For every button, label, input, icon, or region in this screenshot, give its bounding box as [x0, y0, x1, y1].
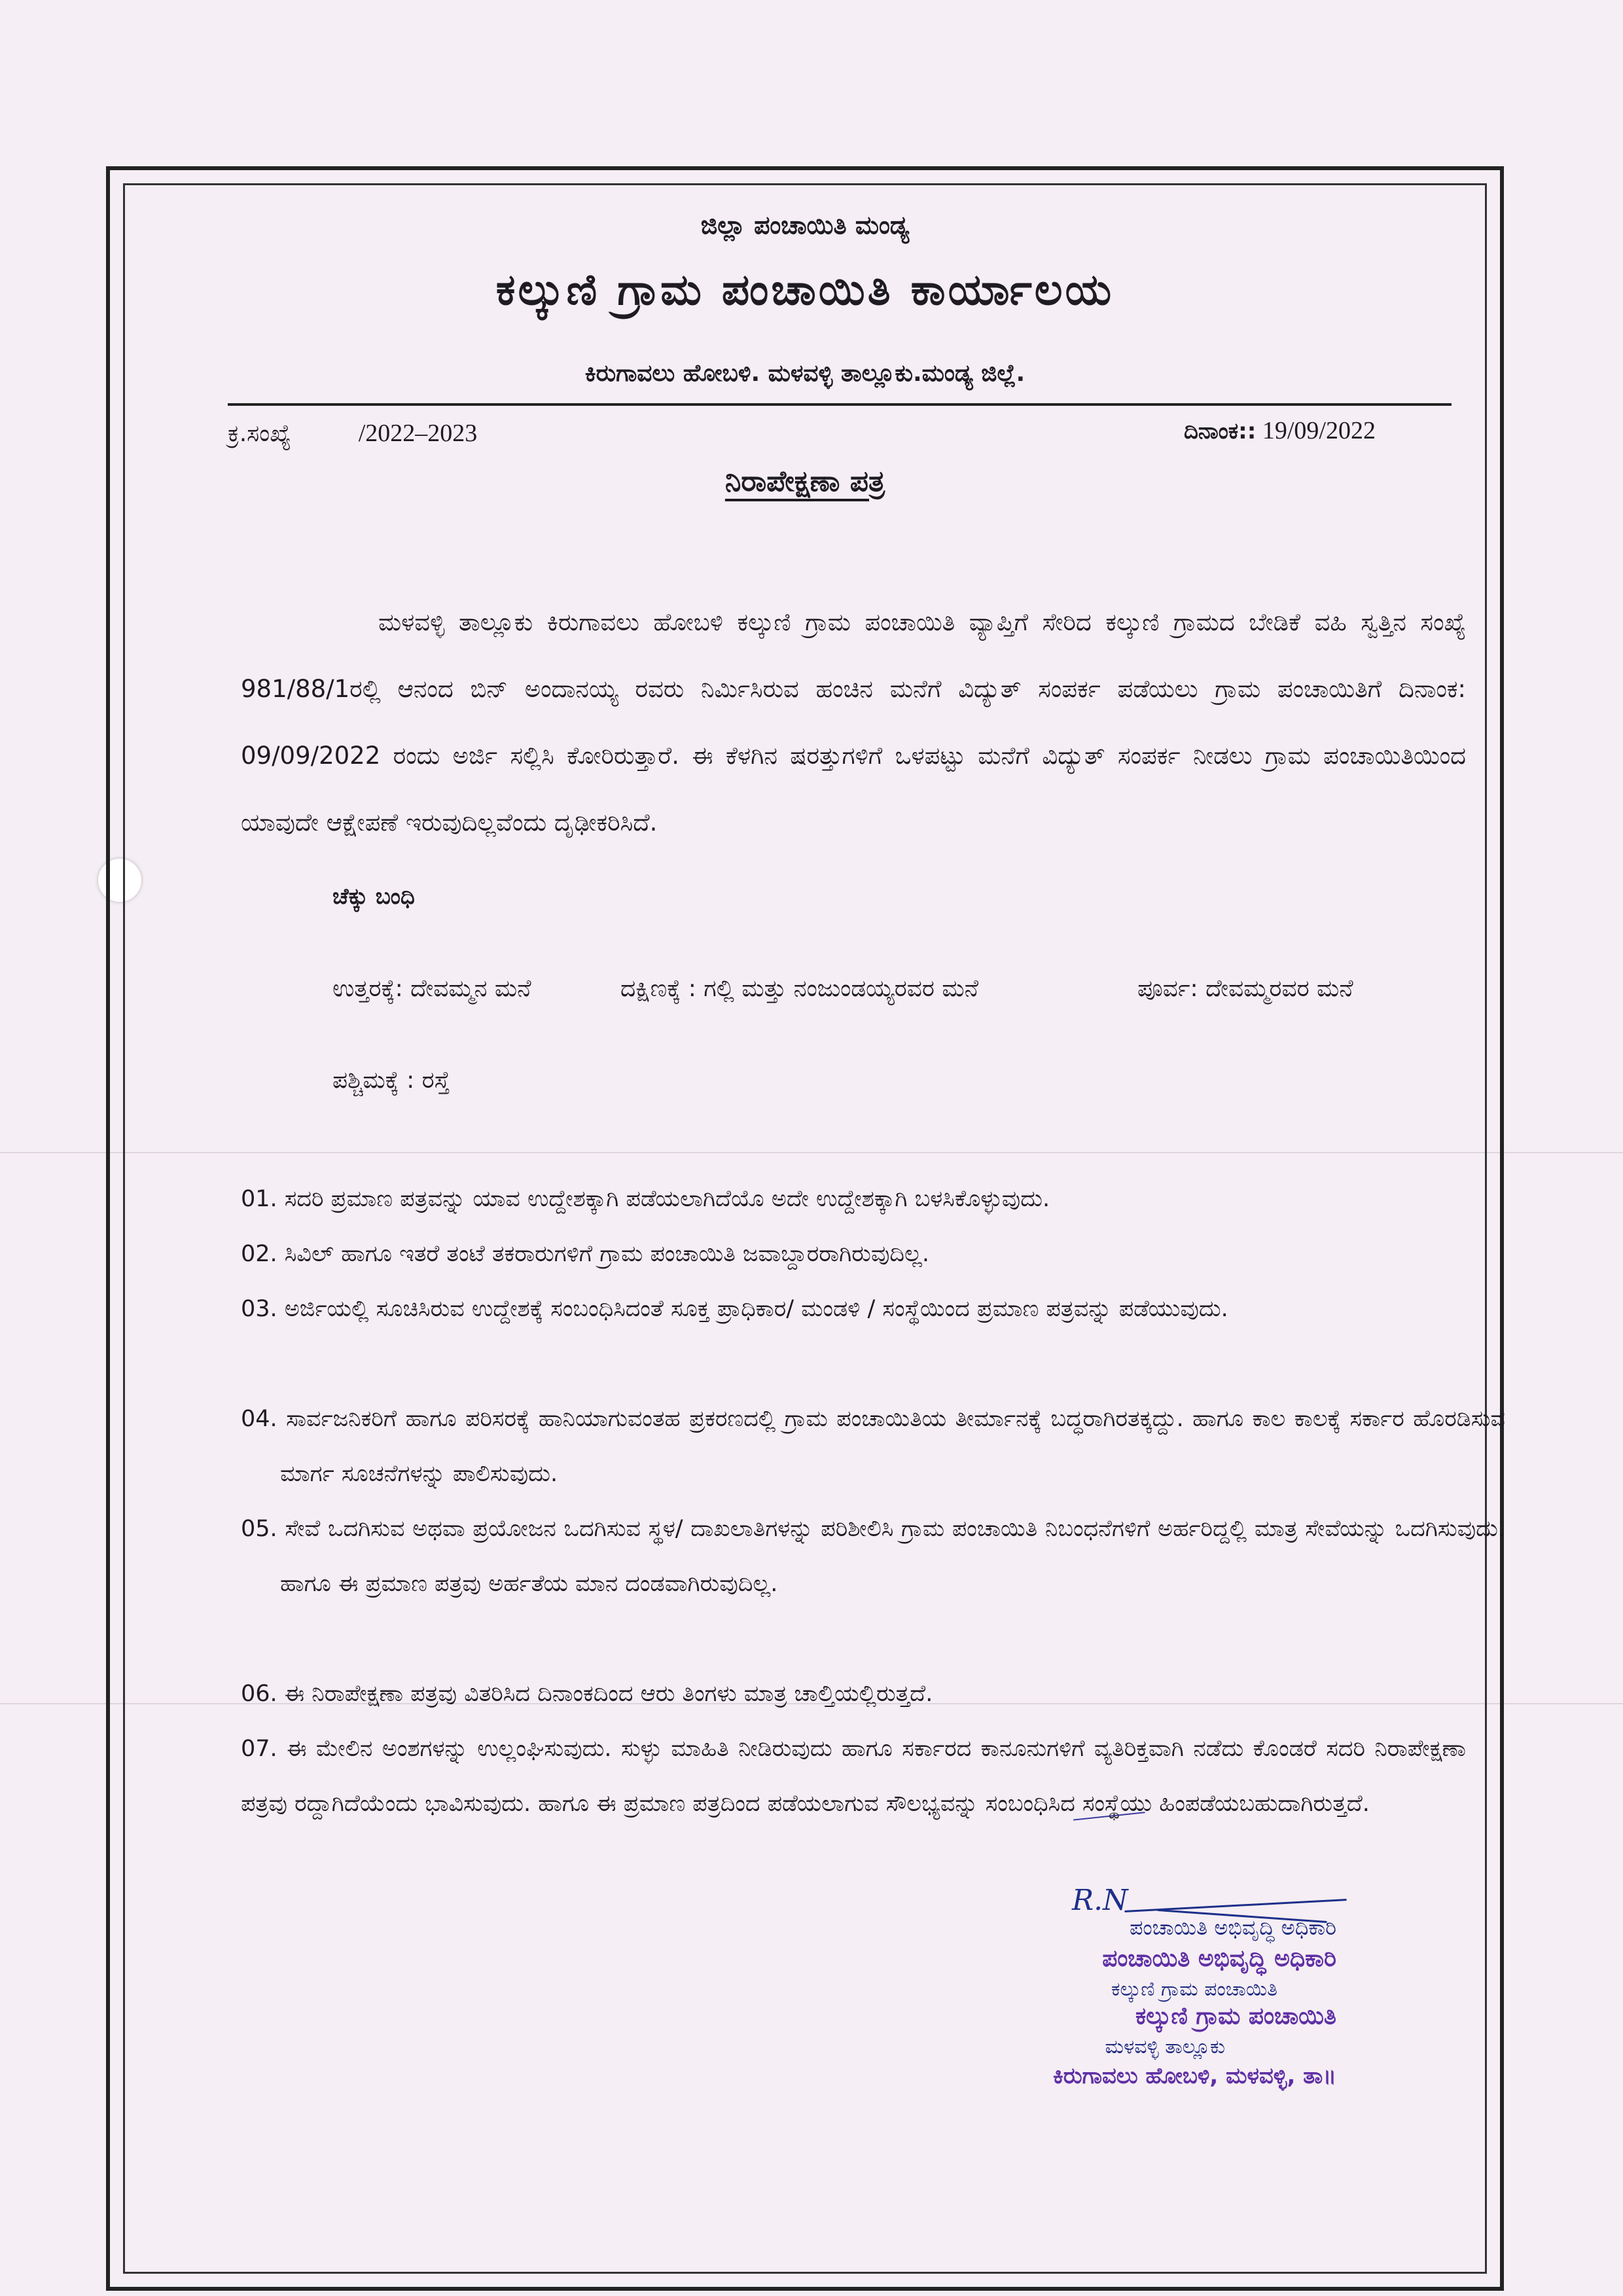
boundaries-title: ಚೆಕ್ಕು ಬಂಧಿ	[332, 884, 415, 910]
reference-number-label: ಕ್ರ.ಸಂಖ್ಯೆ	[228, 420, 291, 447]
office-address: ಕಿರುಗಾವಲು ಹೋಬಳಿ. ಮಳವಳ್ಳಿ ತಾಲ್ಲೂಕು.ಮಂಡ್ಯ ಜಿಲ್ಲೆ.	[584, 360, 1026, 387]
reference-number	[228, 419, 477, 448]
header-divider	[228, 403, 1452, 406]
office-title: ಕಲ್ಕುಣಿ ಗ್ರಾಮ ಪಂಚಾಯಿತಿ ಕಾರ್ಯಾಲಯ	[495, 264, 1115, 315]
condition-item: 03. ಅರ್ಜಿಯಲ್ಲಿ ಸೂಚಿಸಿರುವ ಉದ್ದೇಶಕ್ಕೆ ಸಂಬಂಧಿಸಿದಂತೆ ಸೂಕ್ತ ಪ್ರಾಧಿಕಾರ/ ಮಂಡಳಿ / ಸಂಸ್ಥೆಯಿಂದ ಪ್ರಮಾಣ ಪತ್ರವನ್ನು ಪಡೆಯುವುದು.	[241, 1296, 1228, 1322]
body-paragraph: ಮಳವಳ್ಳಿ ತಾಲ್ಲೂಕು ಕಿರುಗಾವಲು ಹೋಬಳಿ ಕಲ್ಕುಣಿ ಗ್ರಾಮ ಪಂಚಾಯಿತಿ ವ್ಯಾಪ್ತಿಗೆ ಸೇರಿದ ಕಲ್ಕುಣಿ ಗ್ರಾಮದ ಬೇಡಿಕೆ ವಹಿ ಸ್ವತ್ತಿನ ಸಂಖ್ಯೆ 981/88/1ರಲ್ಲಿ ಆನಂದ ಬಿನ್ ಅಂದಾನಯ್ಯ ರವರು ನಿರ್ಮಿಸಿರುವ ಹಂಚಿನ ಮನೆಗೆ ವಿದ್ಯುತ್ ಸಂಪರ್ಕ ಪಡೆಯಲು ಗ್ರಾಮ ಪಂಚಾಯಿತಿಗೆ ದಿನಾಂಕ: 09/09/2022 ರಂದು ಅರ್ಜಿ ಸಲ್ಲಿಸಿ ಕೋರಿರುತ್ತಾರೆ. ಈ ಕೆಳಗಿನ ಷರತ್ತುಗಳಿಗೆ ಒಳಪಟ್ಟು ಮನೆಗೆ ವಿದ್ಯುತ್ ಸಂಪರ್ಕ ನೀಡಲು ಗ್ರಾಮ ಪಂಚಾಯಿತಿಯಿಂದ ಯಾವುದೇ ಆಕ್ಷೇಪಣೆ ಇರುವುದಿಲ್ಲವೆಂದು ದೃಢೀಕರಿಸಿದೆ.	[241, 608, 1466, 836]
date-value: 19/09/2022	[1262, 417, 1376, 444]
stamp-location: ಕಿರುಗಾವಲು ಹೋಬಳಿ, ಮಳವಳ್ಳಿ, ತಾ॥	[1052, 2063, 1336, 2089]
condition-item: 01. ಸದರಿ ಪ್ರಮಾಣ ಪತ್ರವನ್ನು ಯಾವ ಉದ್ದೇಶಕ್ಕಾಗಿ ಪಡೆಯಲಾಗಿದೆಯೊ ಅದೇ ಉದ್ದೇಶಕ್ಕಾಗಿ ಬಳಸಿಕೊಳ್ಳುವುದು.	[241, 1186, 1050, 1212]
stamp-office: ಕಲ್ಕುಣಿ ಗ್ರಾಮ ಪಂಚಾಯಿತಿ	[1135, 2003, 1336, 2030]
boundary-north: ಉತ್ತರಕ್ಕೆ: ದೇವಮ್ಮನ ಮನೆ	[332, 975, 531, 1002]
document-border	[106, 166, 1504, 2291]
reference-date	[1184, 416, 1376, 445]
condition-item: 06. ಈ ನಿರಾಪೇಕ್ಷಣಾ ಪತ್ರವು ವಿತರಿಸಿದ ದಿನಾಂಕದಿಂದ ಆರು ತಿಂಗಳು ಮಾತ್ರ ಚಾಲ್ತಿಯಲ್ಲಿರುತ್ತದೆ.	[241, 1681, 933, 1707]
condition-item: 05. ಸೇವೆ ಒದಗಿಸುವ ಅಥವಾ ಪ್ರಯೋಜನ ಒದಗಿಸುವ ಸ್ಥಳ/ ದಾಖಲಾತಿಗಳನ್ನು ಪರಿಶೀಲಿಸಿ ಗ್ರಾಮ ಪಂಚಾಯಿತಿ ನಿಬಂಧನೆಗಳಿಗೆ ಅರ್ಹರಿದ್ದಲ್ಲಿ ಮಾತ್ರ ಸೇವೆಯನ್ನು ಒದಗಿಸುವುದು. ಹಾಗೂ ಈ ಪ್ರಮಾಣ ಪತ್ರವು ಅರ್ಹತೆಯ ಮಾನ ದಂಡವಾಗಿರುವುದಿಲ್ಲ.	[241, 1516, 1505, 1597]
taluk-line: ಮಳವಳ್ಳಿ ತಾಲ್ಲೂಕು	[1105, 2036, 1225, 2058]
condition-item: 04. ಸಾರ್ವಜನಿಕರಿಗೆ ಹಾಗೂ ಪರಿಸರಕ್ಕೆ ಹಾನಿಯಾಗುವಂತಹ ಪ್ರಕರಣದಲ್ಲಿ ಗ್ರಾಮ ಪಂಚಾಯಿತಿಯ ತೀರ್ಮಾನಕ್ಕೆ ಬದ್ಧರಾಗಿರತಕ್ಕದ್ದು. ಹಾಗೂ ಕಾಲ ಕಾಲಕ್ಕೆ ಸರ್ಕಾರ ಹೊರಡಿಸುವ ಮಾರ್ಗ ಸೂಚನೆಗಳನ್ನು ಪಾಲಿಸುವುದು.	[241, 1406, 1505, 1487]
boundary-east: ಪೂರ್ವ: ದೇವಮ್ಮರವರ ಮನೆ	[1137, 975, 1353, 1002]
boundary-west: ಪಶ್ಚಿಮಕ್ಕೆ : ರಸ್ತೆ	[332, 1067, 450, 1094]
reference-number-value: /2022–2023	[358, 420, 478, 447]
officer-title: ಪಂಚಾಯಿತಿ ಅಭಿವೃದ್ಧಿ ಅಧಿಕಾರಿ	[1129, 1915, 1336, 1940]
document-title-text: ನಿರಾಪೇಕ್ಷಣಾ ಪತ್ರ	[724, 465, 885, 498]
boundary-south: ದಕ್ಷಿಣಕ್ಕೆ : ಗಲ್ಲಿ ಮತ್ತು ನಂಜುಂಡಯ್ಯರವರ ಮನೆ	[620, 975, 979, 1002]
condition-item: 07. ಈ ಮೇಲಿನ ಅಂಶಗಳನ್ನು ಉಲ್ಲಂಘಿಸುವುದು. ಸುಳ್ಳು ಮಾಹಿತಿ ನೀಡಿರುವುದು ಹಾಗೂ ಸರ್ಕಾರದ ಕಾನೂನುಗಳಿಗೆ ವ್ಯತಿರಿಕ್ತವಾಗಿ ನಡೆದು ಕೊಂಡರೆ ಸದರಿ ನಿರಾಪೇಕ್ಷಣಾ ಪತ್ರವು ರದ್ದಾಗಿದೆಯೆಂದು ಭಾವಿಸುವುದು. ಹಾಗೂ ಈ ಪ್ರಮಾಣ ಪತ್ರದಿಂದ ಪಡೆಯಲಾಗುವ ಸೌಲಭ್ಯವನ್ನು ಸಂಬಂಧಿಸಿದ ಸಂಸ್ಥೆಯು ಹಿಂಪಡೆಯಬಹುದಾಗಿರುತ್ತದೆ.	[241, 1736, 1466, 1817]
condition-item: 02. ಸಿವಿಲ್ ಹಾಗೂ ಇತರೆ ತಂಟೆ ತಕರಾರುಗಳಿಗೆ ಗ್ರಾಮ ಪಂಚಾಯಿತಿ ಜವಾಬ್ದಾರರಾಗಿರುವುದಿಲ್ಲ.	[241, 1241, 930, 1267]
document-title	[110, 465, 1500, 498]
stamp-title: ಪಂಚಾಯಿತಿ ಅಭಿವೃದ್ಧಿ ಅಧಿಕಾರಿ	[1102, 1945, 1336, 1972]
district-heading: ಜಿಲ್ಲಾ ಪಂಚಾಯಿತಿ ಮಂಡ್ಯ	[700, 211, 910, 240]
office-line: ಕಲ್ಕುಣಿ ಗ್ರಾಮ ಪಂಚಾಯಿತಿ	[1111, 1978, 1277, 2001]
signature-initials: R.N	[1072, 1884, 1128, 1917]
date-label: ದಿನಾಂಕ::	[1183, 418, 1257, 444]
